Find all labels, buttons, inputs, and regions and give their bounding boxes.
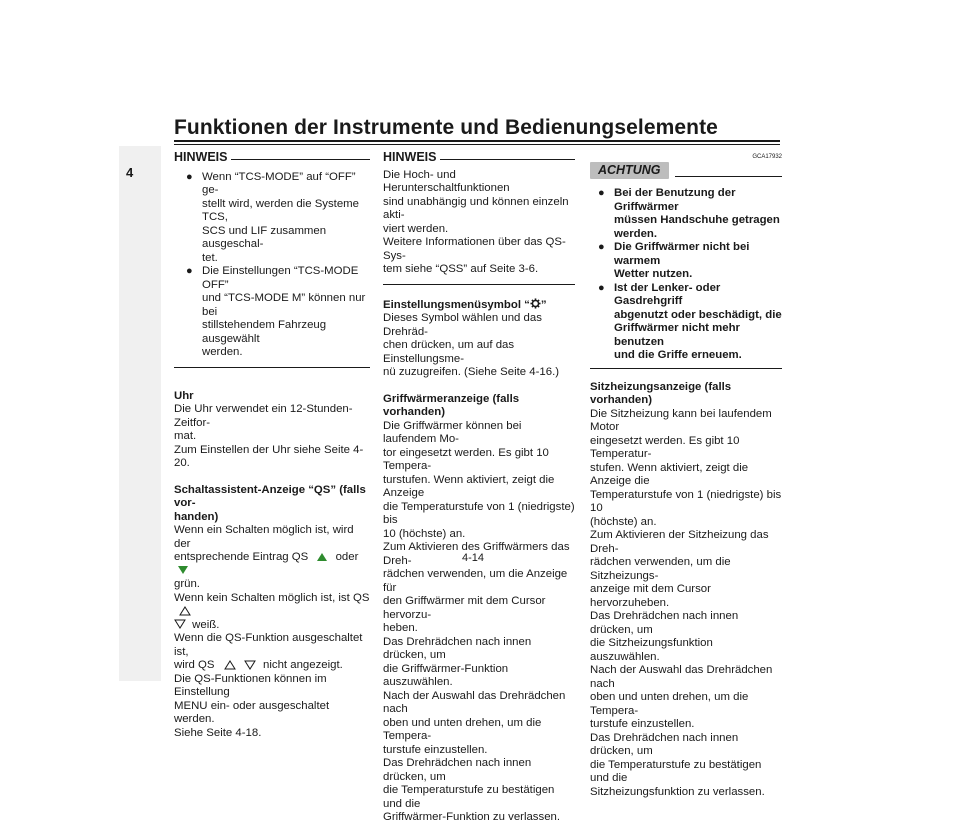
qs-text: weiß.	[192, 618, 220, 631]
text-line: Die Hoch- und Herunterschaltfunktionen	[383, 168, 510, 194]
bullet-text-line: müssen Handschuhe getragen	[614, 214, 780, 226]
bullet-item	[186, 171, 370, 266]
bullet-item	[186, 265, 370, 360]
bullet-text-line: Die Griffwärmer nicht bei warmem	[614, 241, 750, 267]
text-line: Das Drehrädchen nach innen drücken, um	[590, 610, 739, 636]
qs-text: nicht angezeigt.	[263, 659, 343, 671]
bullet-text	[202, 265, 370, 360]
bullet-dot-icon: ●	[186, 265, 193, 277]
shift-down-green-icon	[178, 566, 188, 574]
text-line: viert werden.	[383, 222, 449, 235]
sitzheizung-paragraph	[590, 408, 782, 800]
text-line: chen drücken, um auf das Einstellungsme-	[383, 339, 515, 365]
text-line: die Temperaturstufe von 1 (niedrigste) bis	[383, 500, 575, 526]
bullet-text-line: werden.	[202, 346, 243, 358]
text-line: turstufe einzustellen.	[590, 718, 695, 730]
qs-text-line: Wenn die QS-Funktion ausgeschaltet ist,	[174, 632, 363, 658]
column-left	[174, 151, 370, 740]
bullet-item	[598, 241, 782, 282]
bullet-text-line: werden.	[614, 227, 658, 240]
section-heading-uhr: Uhr	[174, 389, 194, 402]
hinweis-paragraph	[383, 169, 575, 277]
achtung-label: ACHTUNG	[590, 162, 669, 180]
text-line: tem siehe “QSS” auf Seite 3-6.	[383, 263, 539, 275]
chapter-tab	[119, 146, 161, 681]
bullet-text-line: stellt wird, werden die Systeme TCS,	[202, 197, 359, 223]
text-line: anzeige mit dem Cursor hervorzuheben.	[590, 583, 711, 609]
bullet-item	[598, 282, 782, 363]
text-line: stufen. Wenn aktiviert, zeigt die Anzeige die	[590, 461, 749, 487]
griffwaermer-paragraph	[383, 420, 575, 825]
text-line: turstufe einzustellen.	[383, 743, 488, 756]
text-line: rädchen verwenden, um die Sitzheizungs-	[590, 556, 731, 582]
achtung-rule	[675, 176, 783, 177]
qs-text-line	[174, 592, 370, 619]
text-line: (höchste) an.	[590, 515, 657, 528]
hinweis-bullet-list	[174, 171, 370, 360]
bullet-dot-icon: ●	[598, 187, 605, 199]
title-rule-thin	[174, 144, 780, 145]
text-line: Temperaturstufe von 1 (niedrigste) bis 10	[590, 488, 782, 514]
bullet-text-line: SCS und LIF zusammen ausgeschal-	[202, 224, 327, 250]
page-title: Funktionen der Instrumente und Bedienungselemente	[174, 116, 718, 139]
bullet-dot-icon: ●	[186, 170, 193, 183]
shift-down-outline-icon	[174, 619, 186, 629]
hinweis-rule	[231, 159, 370, 160]
text-line: Weitere Informationen über das QS-Sys-	[383, 236, 566, 262]
bullet-text-line: Bei der Benutzung der Griffwärmer	[614, 187, 736, 213]
text-line: oben und unten drehen, um die Tempera-	[590, 691, 749, 717]
shift-up-outline-icon	[224, 660, 236, 670]
qs-text-line: grün.	[174, 578, 200, 590]
bullet-dot-icon: ●	[598, 281, 605, 294]
text-line: heben.	[383, 622, 418, 634]
text-line: Zum Aktivieren des Griffwärmers das Dreh-	[383, 541, 570, 567]
hinweis-rule	[440, 159, 575, 160]
bullet-text	[202, 171, 370, 266]
text-line: turstufen. Wenn aktiviert, zeigt die Anzeige	[383, 473, 555, 499]
uhr-paragraph	[174, 403, 370, 471]
bullet-text-line: Wetter nutzen.	[614, 268, 693, 280]
bullet-text-line: und die Griffe erneuem.	[614, 349, 742, 361]
gear-icon	[530, 298, 541, 309]
text-line: tor eingesetzt werden. Es gibt 10 Tempera-	[383, 446, 549, 472]
text-line: die Temperaturstufe zu bestätigen und die	[590, 758, 762, 784]
qs-text-line: Wenn ein Schalten möglich ist, wird der	[174, 524, 354, 550]
section-heading-sitzheizung: Sitzheizungsanzeige (falls vorhanden)	[590, 380, 732, 406]
shift-up-green-icon	[317, 553, 327, 561]
text-line: Sitzheizungsfunktion zu verlassen.	[590, 785, 765, 798]
qs-text-line: Siehe Seite 4-18.	[174, 726, 262, 739]
qs-text-line	[174, 659, 370, 673]
section-heading-qs-1: Schaltassistent-Anzeige “QS” (falls vor-	[174, 483, 366, 509]
achtung-bullet-list	[590, 187, 782, 363]
text-line: den Griffwärmer mit dem Cursor hervorzu-	[383, 595, 546, 621]
text-line: die Temperaturstufe zu bestätigen und die	[383, 784, 555, 810]
qs-text: entsprechende Eintrag QS	[174, 551, 309, 563]
bullet-item	[598, 187, 782, 241]
text-line: rädchen verwenden, um die Anzeige für	[383, 568, 568, 594]
bullet-text	[614, 241, 782, 282]
text-line: Das Drehrädchen nach innen drücken, um	[383, 757, 532, 783]
menu-paragraph	[383, 312, 575, 380]
hinweis-box-heading	[174, 151, 370, 165]
text-line: Nach der Auswahl das Drehrädchen nach	[383, 689, 566, 715]
section-heading-griffwaermer: Griffwärmeranzeige (falls vorhanden)	[383, 392, 520, 418]
hinweis-box-heading	[383, 151, 575, 165]
text-line: eingesetzt werden. Es gibt 10 Temperatur-	[590, 434, 740, 460]
hinweis-title: HINWEIS	[174, 150, 228, 164]
bullet-text-line: Griffwärmer nicht mehr benutzen	[614, 322, 740, 348]
bullet-text-line: Ist der Lenker- oder Gasdrehgriff	[614, 281, 721, 307]
menu-heading-text: ”	[540, 298, 547, 311]
text-line: Nach der Auswahl das Drehrädchen nach	[590, 664, 773, 690]
text-line: nü zuzugreifen. (Siehe Seite 4-16.)	[383, 366, 560, 378]
text-line: Die Uhr verwendet ein 12-Stunden-Zeitfor-	[174, 403, 353, 429]
text-line: Die Sitzheizung kann bei laufendem Motor	[590, 407, 772, 433]
text-line: Zum Aktivieren der Sitzheizung das Dreh-	[590, 529, 769, 555]
bullet-text	[614, 187, 782, 241]
chapter-number: 4	[126, 165, 134, 180]
page-number: 4-14	[462, 552, 485, 564]
text-line: Dieses Symbol wählen und das Drehräd-	[383, 312, 542, 338]
column-right	[590, 151, 782, 799]
qs-text-line: MENU ein- oder ausgeschaltet werden.	[174, 699, 330, 725]
title-rule	[174, 140, 780, 142]
section-heading-menu	[383, 298, 575, 313]
text-line: oben und unten drehen, um die Tempera-	[383, 716, 542, 742]
shift-up-outline-icon	[179, 606, 191, 616]
text-line: Das Drehrädchen nach innen drücken, um	[383, 635, 532, 661]
hinweis-title: HINWEIS	[383, 150, 437, 164]
text-line: mat.	[174, 430, 197, 442]
text-line: 10 (höchste) an.	[383, 527, 466, 540]
shift-down-outline-icon	[244, 660, 256, 670]
bullet-text	[614, 282, 782, 363]
qs-text: wird QS	[174, 659, 215, 671]
text-line: Die Griffwärmer können bei laufendem Mo-	[383, 419, 522, 445]
bullet-text-line: stillstehendem Fahrzeug ausgewählt	[202, 319, 327, 345]
menu-heading-text: Einstellungsmenüsymbol “	[383, 298, 530, 311]
qs-text: oder	[335, 551, 359, 563]
bullet-text-line: und “TCS-MODE M” können nur bei	[202, 292, 366, 318]
qs-text-line	[174, 551, 370, 578]
column-middle	[383, 151, 575, 825]
section-heading-qs-2: handen)	[174, 510, 219, 523]
text-line: Griffwärmer-Funktion zu verlassen.	[383, 811, 561, 823]
qs-text-line: Die QS-Funktionen können im Einstellung	[174, 672, 327, 698]
qs-text: Wenn kein Schalten möglich ist, ist QS	[174, 591, 370, 604]
bullet-text-line: abgenutzt oder beschädigt, die	[614, 308, 782, 321]
bullet-text-line: Die Einstellungen “TCS-MODE OFF”	[202, 265, 359, 291]
text-line: Das Drehrädchen nach innen drücken, um	[590, 731, 739, 757]
warning-code: GCA17932	[752, 154, 782, 160]
bullet-text-line: Wenn “TCS-MODE” auf “OFF” ge-	[202, 170, 356, 196]
qs-text-line	[174, 619, 370, 633]
bullet-dot-icon: ●	[598, 241, 605, 253]
text-line: Zum Einstellen der Uhr siehe Seite 4-20.	[174, 443, 364, 469]
bullet-text-line: tet.	[202, 251, 218, 264]
text-line: die Griffwärmer-Funktion auszuwählen.	[383, 662, 509, 688]
text-line: die Sitzheizungsfunktion auszuwählen.	[590, 637, 713, 663]
text-line: sind unabhängig und können einzeln akti-	[383, 195, 569, 221]
